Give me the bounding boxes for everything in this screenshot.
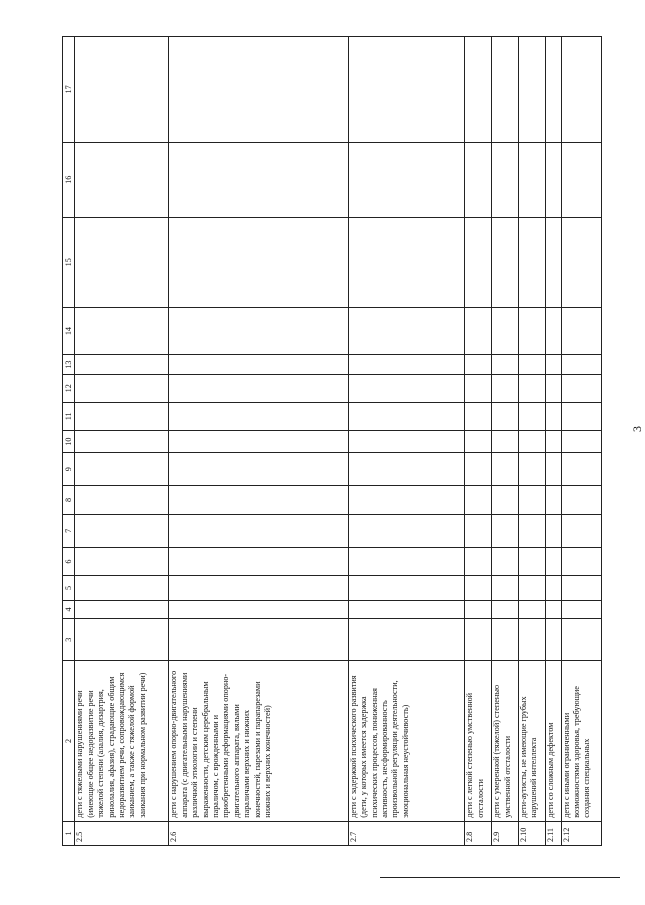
col-header: 11 (63, 402, 75, 431)
row-number: 2.5 (75, 821, 169, 845)
col-header: 13 (63, 355, 75, 375)
table-row (561, 37, 601, 846)
table-row (465, 37, 492, 846)
row-description: дети с иными ограниченными возможностями здоровья, требующие создания специальных (561, 661, 601, 822)
col-header: 7 (63, 514, 75, 547)
row-number: 2.7 (348, 821, 465, 845)
row-number: 2.11 (545, 821, 561, 845)
col-header: 17 (63, 37, 75, 143)
col-header: 3 (63, 619, 75, 661)
col-header: 4 (63, 600, 75, 619)
col-header: 15 (63, 217, 75, 307)
row-description: дети с тяжелыми нарушениями речи (имеющие общее недоразвитие речи тяжелой степени (алалия, дизартрия, ринолалия, афазия), страдающие общим недоразвитием речи, сопровождающимся заиканием, а также с тяжелой формой заикания при нормальном развитии речи) (75, 661, 169, 822)
col-header: 2 (63, 661, 75, 822)
data-table (62, 36, 602, 846)
header-row (63, 37, 75, 846)
col-header: 5 (63, 576, 75, 600)
col-header: 8 (63, 486, 75, 515)
row-description: дети-аутисты, не имеющие грубых нарушений интеллекта (519, 661, 546, 822)
row-description: дети с нарушением опорно-двигательного аппарата (с двигательными нарушениями различной этиологии и степени выраженности, детским церебральным параличом, с врожденными и приобретенными деформациями опорно-двигательного аппарата, вялыми параличами верхних и нижних конечностей, парезами и парапарезами нижних и верхних конечностей) (169, 661, 348, 822)
table-row (75, 37, 169, 846)
table-row (545, 37, 561, 846)
row-number: 2.10 (519, 821, 546, 845)
row-description: дети со сложным дефектом (545, 661, 561, 822)
col-header: 16 (63, 142, 75, 217)
rotated-table-frame (62, 36, 602, 846)
table-row (492, 37, 519, 846)
row-number: 2.12 (561, 821, 601, 845)
row-number: 2.6 (169, 821, 348, 845)
row-description: дети с задержкой психического развития (дети, у которых имеется задержка психических процессов, пониженная активность, несформированность произвольной регуляции деятельности, эмоциональная неустойчивость) (348, 661, 465, 822)
col-header: 10 (63, 431, 75, 453)
col-header: 14 (63, 307, 75, 354)
row-number: 2.9 (492, 821, 519, 845)
footer-divider (380, 877, 620, 878)
col-header: 12 (63, 375, 75, 403)
row-description: дети с умеренной (тяжелой) степенью умственной отсталости (492, 661, 519, 822)
table-container (62, 36, 602, 846)
row-number: 2.8 (465, 821, 492, 845)
page-number: 3 (630, 426, 644, 432)
row-description: дети с легкой степенью умственной отсталости (465, 661, 492, 822)
table-row (348, 37, 465, 846)
table-row (169, 37, 348, 846)
col-header: 1 (63, 821, 75, 845)
col-header: 9 (63, 453, 75, 486)
table-row (519, 37, 546, 846)
col-header: 6 (63, 547, 75, 576)
